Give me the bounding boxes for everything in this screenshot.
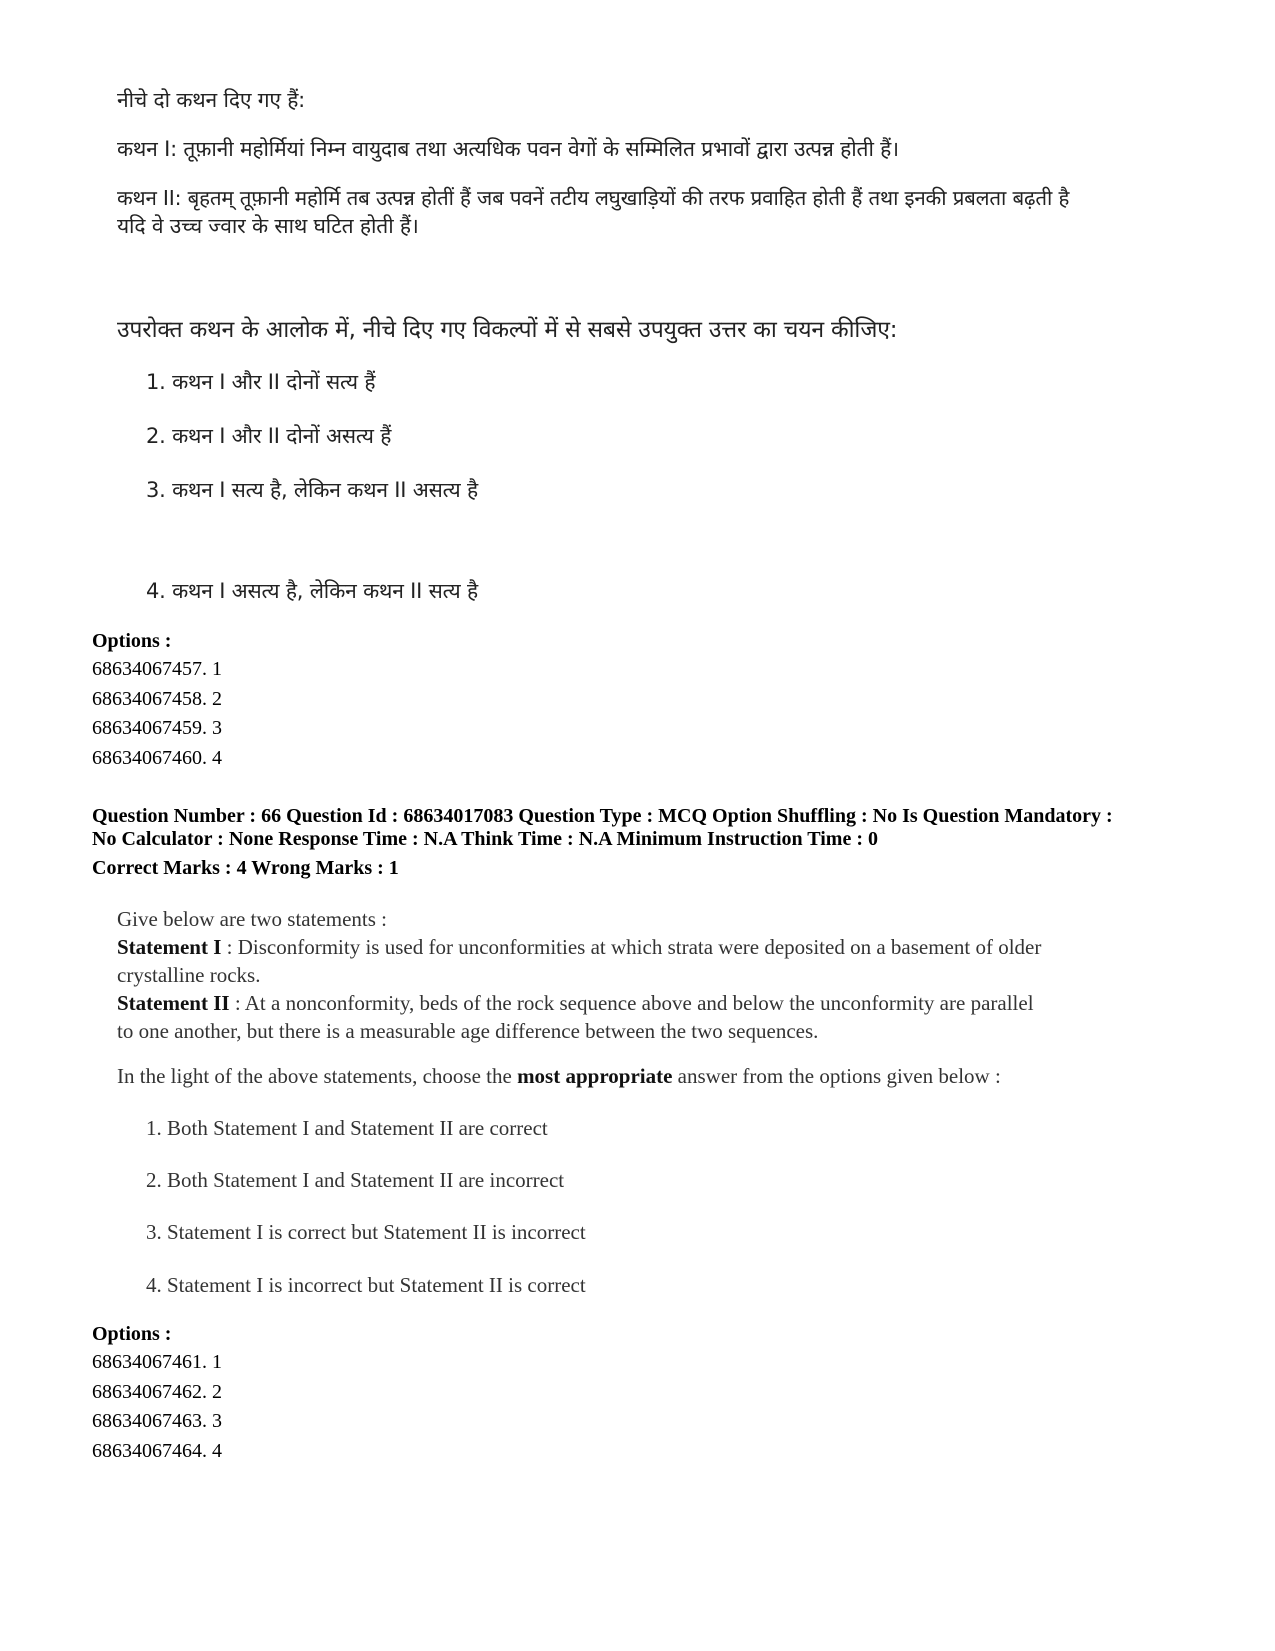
q66-choice-4: 4. Statement I is incorrect but Statement II is correct xyxy=(146,1273,586,1297)
q66-meta xyxy=(92,805,1113,880)
option-id: 68634067457. 1 xyxy=(92,658,222,680)
option-id: 68634067462. 2 xyxy=(92,1380,222,1403)
q66-statement-2 xyxy=(117,989,1041,1017)
q65-choice-3: 3. कथन I सत्य है, लेकिन कथन II असत्य है xyxy=(146,478,478,502)
q66-options-list xyxy=(92,1348,222,1466)
q65-choice-2: 2. कथन I और II दोनों असत्य हैं xyxy=(146,424,392,448)
q66-meta-line-1: Question Number : 66 Question Id : 68634017083 Question Type : MCQ Option Shuffling : No Is Question Mandatory : xyxy=(92,805,1113,827)
q66-statement-1 xyxy=(117,933,1041,961)
q65-options-heading: Options : xyxy=(92,630,172,652)
q66-meta-line-2: No Calculator : None Response Time : N.A Think Time : N.A Minimum Instruction Time : 0 xyxy=(92,828,878,850)
option-id: 68634067464. 4 xyxy=(92,1439,222,1462)
q65-instruction: उपरोक्त कथन के आलोक में, नीचे दिए गए विकल्पों में से सबसे उपयुक्त उत्तर का चयन कीजिए: xyxy=(117,317,898,343)
q66-instruction xyxy=(117,1062,1001,1090)
option-id: 68634067458. 2 xyxy=(92,687,222,710)
q65-options-list xyxy=(92,655,222,773)
q65-statement-2-line-2: यदि वे उच्च ज्वार के साथ घटित होती हैं। xyxy=(117,214,419,238)
q65-intro: नीचे दो कथन दिए गए हैं: xyxy=(117,88,306,112)
q66-statement-1-text: : Disconformity is used for unconformities at which strata were deposited on a basement of older xyxy=(221,935,1042,959)
q66-statement-2-text: : At a nonconformity, beds of the rock sequence above and below the unconformity are parallel xyxy=(229,991,1034,1015)
q65-choice-1: 1. कथन I और II दोनों सत्य हैं xyxy=(146,370,376,394)
option-id: 68634067459. 3 xyxy=(92,717,222,739)
q66-choice-2: 2. Both Statement I and Statement II are incorrect xyxy=(146,1168,565,1192)
q66-statement-1-label: Statement I xyxy=(117,935,222,959)
q65-statement-2-line-1: कथन II: बृहतम् तूफ़ानी महोर्मि तब उत्पन्न होतीं हैं जब पवनें तटीय लघुखाड़ियों की तरफ प्रवाहित होती हैं तथा इनकी प्रबलता बढ़ती है xyxy=(117,186,1070,210)
q66-instruction-post: answer from the options given below : xyxy=(672,1064,1001,1088)
q66-intro: Give below are two statements : xyxy=(117,907,388,931)
q66-instruction-bold: most appropriate xyxy=(517,1064,673,1088)
q66-choice-1: 1. Both Statement I and Statement II are correct xyxy=(146,1116,548,1140)
q66-question-body xyxy=(117,905,1041,1045)
q66-statement-2-label: Statement II xyxy=(117,991,230,1015)
q66-statement-2-cont: to one another, but there is a measurable age difference between the two sequences. xyxy=(117,1019,819,1043)
option-id: 68634067461. 1 xyxy=(92,1351,222,1373)
q66-options-heading: Options : xyxy=(92,1323,172,1345)
option-id: 68634067460. 4 xyxy=(92,746,222,769)
q66-choice-3: 3. Statement I is correct but Statement II is incorrect xyxy=(146,1220,586,1244)
option-id: 68634067463. 3 xyxy=(92,1410,222,1432)
q66-marks: Correct Marks : 4 Wrong Marks : 1 xyxy=(92,857,399,879)
q65-choice-4: 4. कथन I असत्य है, लेकिन कथन II सत्य है xyxy=(146,579,478,603)
q66-statement-1-cont: crystalline rocks. xyxy=(117,963,261,987)
q66-instruction-pre: In the light of the above statements, choose the xyxy=(117,1064,518,1088)
q65-statement-1: कथन I: तूफ़ानी महोर्मियां निम्न वायुदाब तथा अत्यधिक पवन वेगों के सम्मिलित प्रभावों द्वारा उत्पन्न होती हैं। xyxy=(117,137,899,161)
